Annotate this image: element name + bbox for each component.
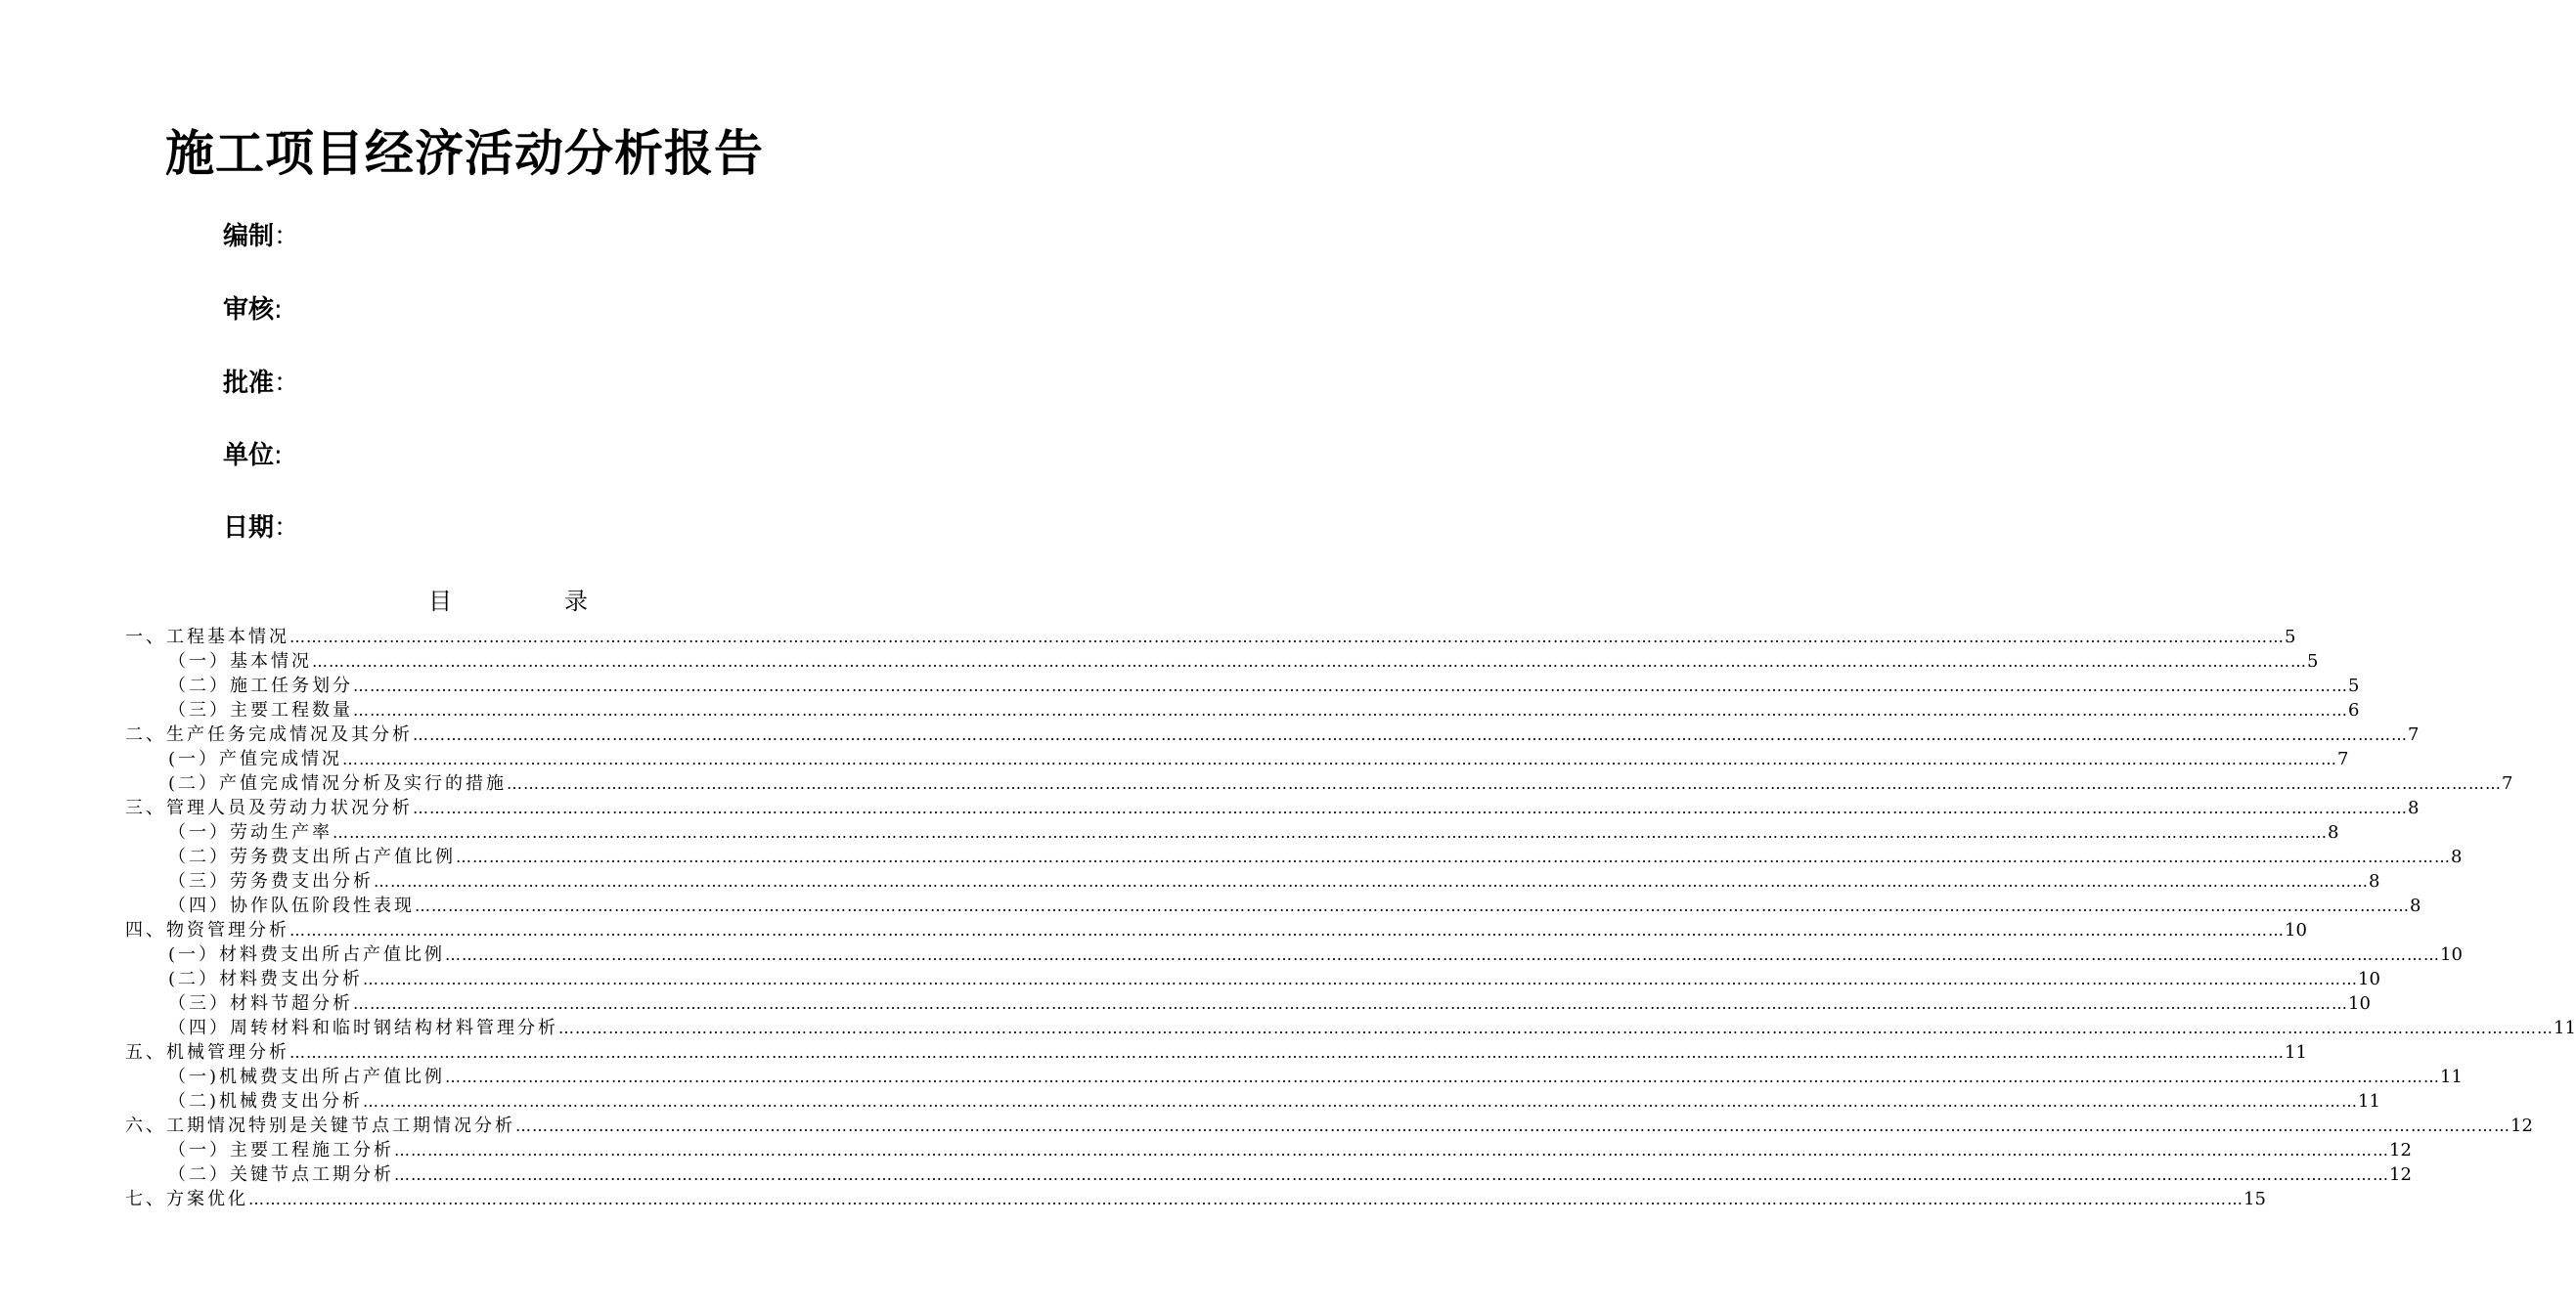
toc-leader: ………………………………………………………………………………………………………………………………………………………………………………………………………………………………………………………………………………………………………………………………: [445, 1068, 2441, 1086]
toc-entry-page: 10: [2440, 944, 2463, 965]
meta-field-date: [223, 510, 299, 546]
toc-entry-page: 8: [2410, 896, 2421, 916]
meta-colon: ：: [274, 369, 300, 398]
toc-entry-page: 11: [2440, 1067, 2463, 1087]
toc-entry[interactable]: [0, 747, 2349, 771]
toc-leader: ………………………………………………………………………………………………………………………………………………………………………………………………………………………………………………………………………………………………………………………………: [394, 1141, 2389, 1160]
toc-entry-page: 8: [2369, 871, 2380, 892]
toc-entry-label: (二）材料费支出分析: [168, 969, 364, 989]
toc-entry-page: 6: [2348, 700, 2360, 721]
toc-entry-label: （三）材料节超分析: [168, 993, 353, 1014]
toc-entry-page: 10: [2358, 969, 2380, 989]
table-of-contents: [0, 625, 2576, 1211]
meta-label: 批准: [223, 369, 275, 398]
toc-entry-label: 五、机械管理分析: [125, 1042, 289, 1063]
toc-entry-label: （二)机械费支出分析: [168, 1091, 364, 1112]
toc-leader: ………………………………………………………………………………………………………………………………………………………………………………………………………………………………………………………………………………………………………………………………: [342, 750, 2338, 768]
toc-entry-page: 11: [2285, 1042, 2307, 1063]
toc-leader: ………………………………………………………………………………………………………………………………………………………………………………………………………………………………………………………………………………………………………………………………: [289, 1043, 2285, 1062]
toc-entry-label: (一）产值完成情况: [168, 749, 343, 769]
toc-leader: ………………………………………………………………………………………………………………………………………………………………………………………………………………………………………………………………………………………………………………………………: [413, 725, 2408, 744]
toc-entry[interactable]: [0, 649, 2319, 674]
toc-entry[interactable]: [0, 1162, 2412, 1187]
meta-label: 审核: [223, 295, 275, 325]
toc-entry-page: 8: [2408, 798, 2420, 818]
toc-entry[interactable]: [0, 820, 2339, 845]
meta-field-approver: [223, 366, 299, 401]
toc-entry[interactable]: [0, 1089, 2380, 1114]
toc-leader: ………………………………………………………………………………………………………………………………………………………………………………………………………………………………………………………………………………………………………………………………: [415, 897, 2410, 915]
toc-leader: ………………………………………………………………………………………………………………………………………………………………………………………………………………………………………………………………………………………………………………………………: [374, 872, 2369, 891]
toc-entry-label: （四）周转材料和临时钢结构材料管理分析: [168, 1018, 558, 1038]
meta-colon: ：: [274, 513, 300, 543]
toc-leader: ………………………………………………………………………………………………………………………………………………………………………………………………………………………………………………………………………………………………………………………………: [289, 921, 2285, 940]
toc-entry[interactable]: [0, 771, 2513, 796]
toc-entry-label: （三）主要工程数量: [168, 700, 353, 721]
toc-entry-page: 10: [2285, 920, 2307, 941]
toc-leader: ………………………………………………………………………………………………………………………………………………………………………………………………………………………………………………………………………………………………………………………………: [353, 701, 2348, 720]
toc-leader: ………………………………………………………………………………………………………………………………………………………………………………………………………………………………………………………………………………………………………………………………: [248, 1190, 2243, 1208]
toc-entry-label: （一）基本情况: [168, 651, 312, 672]
toc-entry-page: 7: [2337, 749, 2349, 769]
toc-entry[interactable]: [0, 1187, 2266, 1211]
toc-entry-page: 5: [2285, 627, 2296, 647]
toc-entry[interactable]: [0, 869, 2380, 894]
toc-leader: ………………………………………………………………………………………………………………………………………………………………………………………………………………………………………………………………………………………………………………………………: [333, 823, 2328, 842]
toc-entry-label: (二）产值完成情况分析及实行的措施: [168, 773, 508, 794]
toc-entry-page: 7: [2408, 724, 2420, 745]
toc-entry-label: 七、方案优化: [125, 1189, 248, 1209]
toc-entry-page: 15: [2243, 1189, 2266, 1209]
toc-entry-page: 12: [2389, 1140, 2412, 1161]
toc-leader: ………………………………………………………………………………………………………………………………………………………………………………………………………………………………………………………………………………………………………………………………: [289, 628, 2285, 646]
document-title: 施工项目经济活动分析报告: [165, 125, 764, 182]
toc-entry-label: （一)机械费支出所占产值比例: [168, 1067, 446, 1087]
toc-entry-label: （四）协作队伍阶段性表现: [168, 896, 415, 916]
toc-leader: ………………………………………………………………………………………………………………………………………………………………………………………………………………………………………………………………………………………………………………………………: [363, 970, 2359, 988]
toc-entry-label: （二）关键节点工期分析: [168, 1164, 394, 1185]
meta-label: 日期: [223, 513, 275, 543]
toc-entry[interactable]: [0, 1114, 2533, 1138]
toc-entry-label: （一）主要工程施工分析: [168, 1140, 394, 1161]
toc-entry[interactable]: [0, 967, 2380, 991]
meta-field-unit: [223, 438, 283, 473]
toc-entry-page: 7: [2502, 773, 2513, 794]
toc-entry-label: （一）劳动生产率: [168, 822, 333, 843]
toc-leader: ………………………………………………………………………………………………………………………………………………………………………………………………………………………………………………………………………………………………………………………………: [507, 774, 2503, 793]
toc-leader: ………………………………………………………………………………………………………………………………………………………………………………………………………………………………………………………………………………………………………………………………: [312, 652, 2307, 671]
toc-entry-label: 四、物资管理分析: [125, 920, 289, 941]
toc-entry-label: 二、生产任务完成情况及其分析: [125, 724, 413, 745]
toc-leader: ………………………………………………………………………………………………………………………………………………………………………………………………………………………………………………………………………………………………………………………………: [456, 848, 2451, 866]
meta-label: 编制: [223, 222, 275, 251]
toc-entry[interactable]: [0, 674, 2360, 698]
toc-leader: ………………………………………………………………………………………………………………………………………………………………………………………………………………………………………………………………………………………………………………………………: [413, 799, 2408, 817]
toc-entry-page: 8: [2451, 847, 2463, 867]
toc-leader: ………………………………………………………………………………………………………………………………………………………………………………………………………………………………………………………………………………………………………………………………: [363, 1092, 2359, 1111]
toc-leader: ………………………………………………………………………………………………………………………………………………………………………………………………………………………………………………………………………………………………………………………………: [445, 945, 2441, 964]
toc-entry-page: 11: [2358, 1091, 2380, 1112]
toc-entry-label: （二）施工任务划分: [168, 676, 353, 696]
toc-entry[interactable]: [0, 1040, 2307, 1065]
meta-colon: :: [274, 441, 283, 470]
toc-leader: ………………………………………………………………………………………………………………………………………………………………………………………………………………………………………………………………………………………………………………………………: [353, 994, 2348, 1013]
toc-leader: ………………………………………………………………………………………………………………………………………………………………………………………………………………………………………………………………………………………………………………………………: [515, 1117, 2510, 1135]
toc-entry-page: 12: [2510, 1116, 2533, 1136]
toc-entry[interactable]: [0, 918, 2307, 942]
toc-entry[interactable]: [0, 1138, 2412, 1162]
toc-entry-label: （二）劳务费支出所占产值比例: [168, 847, 456, 867]
toc-entry-label: 一、工程基本情况: [125, 627, 289, 647]
toc-entry[interactable]: [0, 1016, 2576, 1040]
toc-entry-page: 8: [2328, 822, 2339, 843]
toc-leader: ………………………………………………………………………………………………………………………………………………………………………………………………………………………………………………………………………………………………………………………………: [353, 677, 2348, 695]
meta-field-compiler: [223, 219, 299, 254]
toc-entry[interactable]: [0, 942, 2463, 967]
toc-entry[interactable]: [0, 1065, 2463, 1089]
meta-colon: :: [274, 295, 283, 325]
toc-entry[interactable]: [0, 991, 2371, 1016]
toc-entry-page: 11: [2554, 1018, 2576, 1038]
toc-leader: ………………………………………………………………………………………………………………………………………………………………………………………………………………………………………………………………………………………………………………………………: [394, 1165, 2389, 1184]
toc-entry-label: 六、工期情况特别是关键节点工期情况分析: [125, 1116, 515, 1136]
meta-field-reviewer: [223, 292, 283, 328]
toc-entry[interactable]: [0, 723, 2420, 747]
toc-entry[interactable]: [0, 698, 2360, 723]
toc-heading-left: 目: [428, 588, 452, 615]
toc-entry-label: (一）材料费支出所占产值比例: [168, 944, 446, 965]
meta-colon: ：: [274, 222, 300, 251]
toc-entry-page: 10: [2348, 993, 2371, 1014]
toc-entry-page: 12: [2389, 1164, 2412, 1185]
toc-entry[interactable]: [0, 796, 2420, 820]
toc-entry[interactable]: [0, 894, 2421, 918]
toc-entry-label: （三）劳务费支出分析: [168, 871, 374, 892]
toc-entry-page: 5: [2307, 651, 2319, 672]
meta-label: 单位: [223, 441, 275, 470]
toc-heading-right: 录: [564, 588, 588, 615]
toc-entry-page: 5: [2348, 676, 2360, 696]
toc-leader: ………………………………………………………………………………………………………………………………………………………………………………………………………………………………………………………………………………………………………………………………: [558, 1019, 2554, 1037]
toc-entry[interactable]: [0, 625, 2296, 649]
toc-entry-label: 三、管理人员及劳动力状况分析: [125, 798, 413, 818]
toc-entry[interactable]: [0, 845, 2463, 869]
